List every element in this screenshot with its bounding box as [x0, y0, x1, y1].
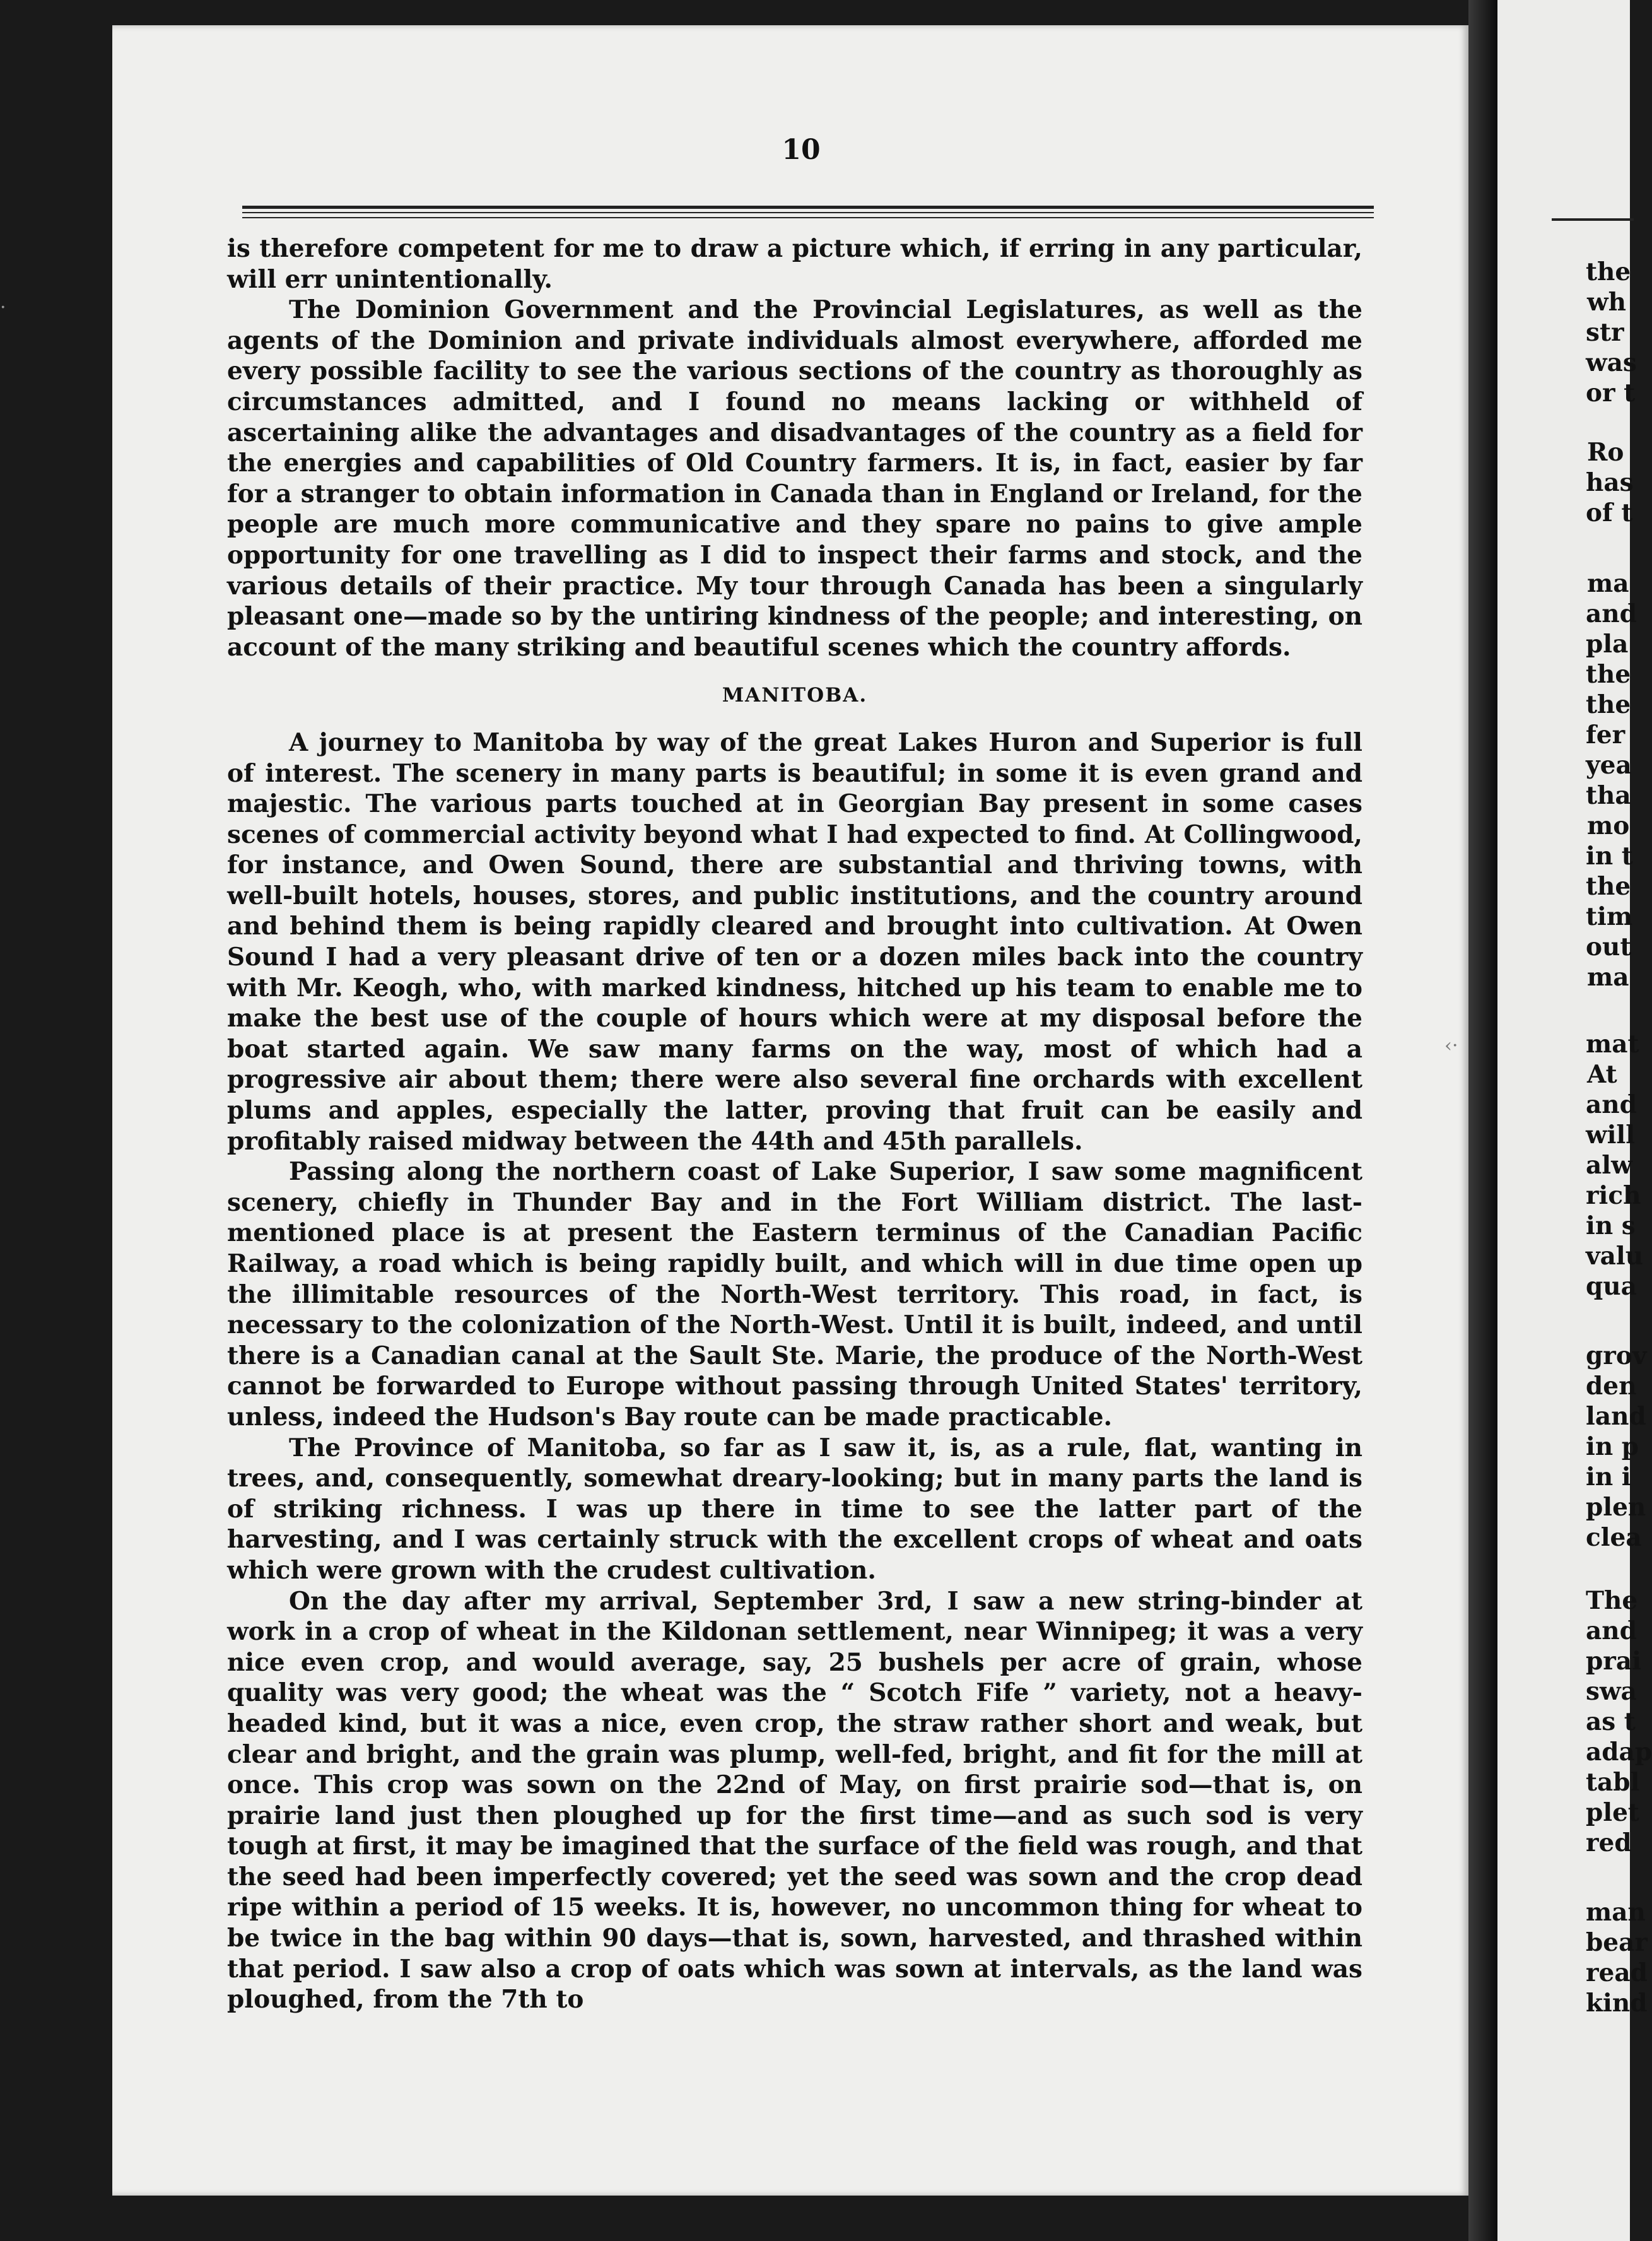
paragraph: On the day after my arrival, September 3rd, I saw a new string-binder at work in a crop of wheat in the Kildonan settlement, near Winnipeg; it was a very nice even crop, and would average, say, 25 bushels per acre of grain, whose quality was very good; the wheat was the “ Scotch Fife ” variety, not a heavy-headed kind, but it was a nice, even crop, the straw rather short and weak, but clear and bright, and the grain was plump, well-fed, bright, and fit for the mill at once. This crop was sown on the 22nd of May, on first prairie sod—that is, on prairie land just then ploughed up for the first time—and as such sod is very tough at first, it may be imagined that the surface of the field was rough, and that the seed had been imperfectly covered; yet the seed was sown and the crop dead ripe within a period of 15 weeks. It is, however, no uncommon thing for wheat to be twice in the bag within 90 days—that is, sown, harvested, and thrashed within that period. I saw also a crop of oats which was sown at intervals, as the land was ploughed, from the 7th to	[227, 1586, 1362, 2015]
next-page-line: yea	[1586, 751, 1632, 780]
next-page-line: land	[1586, 1402, 1646, 1431]
body-text	[227, 233, 1362, 2015]
paragraph: The Dominion Government and the Provincial Legislatures, as well as the agents of the Dominion and private individuals almost everywhere, afforded me every possible facility to see the various sections of the country as thoroughly as circumstances admitted, and I found no means lacking or withheld of ascertaining alike the advantages and disadvantages of the country as a field for the energies and capabilities of Old Country farmers. It is, in fact, easier by far for a stranger to obtain information in Canada than in England or Ireland, for the people are much more communicative and they spare no pains to give ample opportunity for one travelling as I did to inspect their farms and stock, and the various details of their practice. My tour through Canada has been a singularly pleasant one—made so by the untiring kindness of the people; and interesting, on account of the many striking and beautiful scenes which the country affords.	[227, 295, 1362, 662]
next-page-line: of t	[1586, 498, 1633, 527]
next-page-line: wh	[1587, 288, 1626, 317]
next-page-line: tabl	[1586, 1768, 1640, 1797]
next-page-line: will	[1586, 1120, 1636, 1150]
next-page-line: pla	[1586, 630, 1629, 659]
paragraph: A journey to Manitoba by way of the great Lakes Huron and Superior is full of interest. The scenery in many parts is beautiful; in some it is even grand and majestic. The various parts touched at in Georgian Bay present in some cases scenes of commercial activity beyond what I had expected to find. At Collingwood, for instance, and Owen Sound, there are substantial and thriving towns, with well-built hotels, houses, stores, and public institutions, and the country around and behind them is being rapidly cleared and brought into cultivation. At Owen Sound I had a very pleasant drive of ten or a dozen miles back into the country with Mr. Keogh, who, with marked kindness, hitched up his team to enable me to make the best use of the couple of hours which were at my disposal before the boat started again. We saw many farms on the way, most of which had a progressive air about them; there were also several fine orchards with excellent plums and apples, especially the latter, proving that fruit can be easily and profitably raised midway between the 44th and 45th parallels.	[227, 727, 1362, 1156]
next-page-line: out	[1586, 932, 1632, 962]
next-page-line: red	[1586, 1828, 1632, 1857]
next-page-line: ma	[1587, 569, 1629, 598]
next-page-line: was	[1586, 348, 1637, 377]
margin-mark: ·	[0, 297, 6, 319]
next-page-line: plen	[1586, 1493, 1646, 1522]
next-page-line: as t	[1586, 1707, 1636, 1736]
next-page-line: fer	[1586, 721, 1626, 750]
next-page-line: The	[1586, 1586, 1638, 1615]
next-page-line: bear	[1586, 1928, 1648, 1957]
next-page-line: has	[1586, 468, 1634, 497]
paragraph: Passing along the northern coast of Lake Superior, I saw some magnificent scenery, chiefly in Thunder Bay and in the Fort William district. The last-mentioned place is at present the Eastern terminus of the Canadian Pacific Railway, a road which is being rapidly built, and which will in due time open up the illimitable resources of the North-West territory. This road, in fact, is necessary to the colonization of the North-West. Until it is built, indeed, and until there is a Canadian canal at the Sault Ste. Marie, the produce of the North-West cannot be forwarded to Europe without passing through United States' territory, unless, indeed the Hudson's Bay route can be made practicable.	[227, 1157, 1362, 1432]
next-page-line: rich	[1586, 1181, 1641, 1210]
next-page-line: prai	[1586, 1647, 1641, 1676]
next-page-line: kind	[1586, 1989, 1648, 2018]
next-page-line: in t	[1586, 842, 1633, 871]
adjacent-page-fragment	[1497, 0, 1652, 2241]
next-page-line: str	[1586, 318, 1624, 347]
next-page-line: grov	[1586, 1341, 1647, 1370]
next-page-line: read	[1586, 1958, 1648, 1987]
next-page-line: alw	[1586, 1151, 1632, 1180]
next-page-line: and	[1586, 1090, 1637, 1119]
next-page-line: the	[1586, 872, 1631, 901]
next-page-line: mo	[1587, 811, 1630, 840]
next-page-line: plet	[1586, 1798, 1639, 1827]
next-page-line: the	[1586, 660, 1631, 689]
next-page-line: or t	[1586, 379, 1636, 408]
margin-mark: ‹·	[1444, 1035, 1458, 1057]
paragraph: is therefore competent for me to draw a picture which, if erring in any particular, will err unintentionally.	[227, 234, 1362, 294]
next-page-line: and	[1586, 1616, 1637, 1645]
next-page-line: clea	[1586, 1523, 1642, 1552]
header-rule	[242, 217, 1374, 218]
next-page-line: mat	[1586, 1030, 1639, 1059]
next-page-line: den	[1586, 1372, 1637, 1401]
next-page-line: adap	[1586, 1738, 1652, 1767]
section-heading: MANITOBA.	[722, 684, 868, 707]
next-page-line: in s	[1586, 1211, 1636, 1240]
next-page-line: the	[1586, 690, 1631, 719]
next-page-line: and	[1586, 599, 1637, 628]
next-page-line: in p	[1586, 1432, 1639, 1461]
page-number: 10	[782, 134, 821, 166]
next-page-line: valu	[1586, 1242, 1644, 1271]
header-rule	[242, 212, 1374, 213]
next-page-line: swa	[1586, 1677, 1637, 1706]
next-page-line: man	[1586, 1898, 1646, 1927]
next-page-line: the	[1586, 257, 1631, 286]
next-page-rule	[1552, 218, 1634, 221]
next-page-line: tim	[1586, 902, 1633, 931]
book-spine	[1468, 0, 1497, 2241]
header-rule	[242, 206, 1374, 209]
next-page-line: Ro	[1587, 438, 1624, 467]
paragraph: The Province of Manitoba, so far as I saw it, is, as a rule, flat, wanting in trees, and, consequently, somewhat dreary-looking; but in many parts the land is of striking richness. I was up there in time to see the latter part of the harvesting, and I was certainly struck with the excellent crops of wheat and oats which were grown with the crudest cultivation.	[227, 1433, 1362, 1585]
next-page-line: qua	[1586, 1272, 1637, 1301]
next-page-line: ma	[1587, 963, 1629, 992]
next-page-line: tha	[1586, 781, 1631, 810]
next-page-line: in i	[1586, 1462, 1631, 1491]
next-page-line: At	[1587, 1060, 1617, 1089]
